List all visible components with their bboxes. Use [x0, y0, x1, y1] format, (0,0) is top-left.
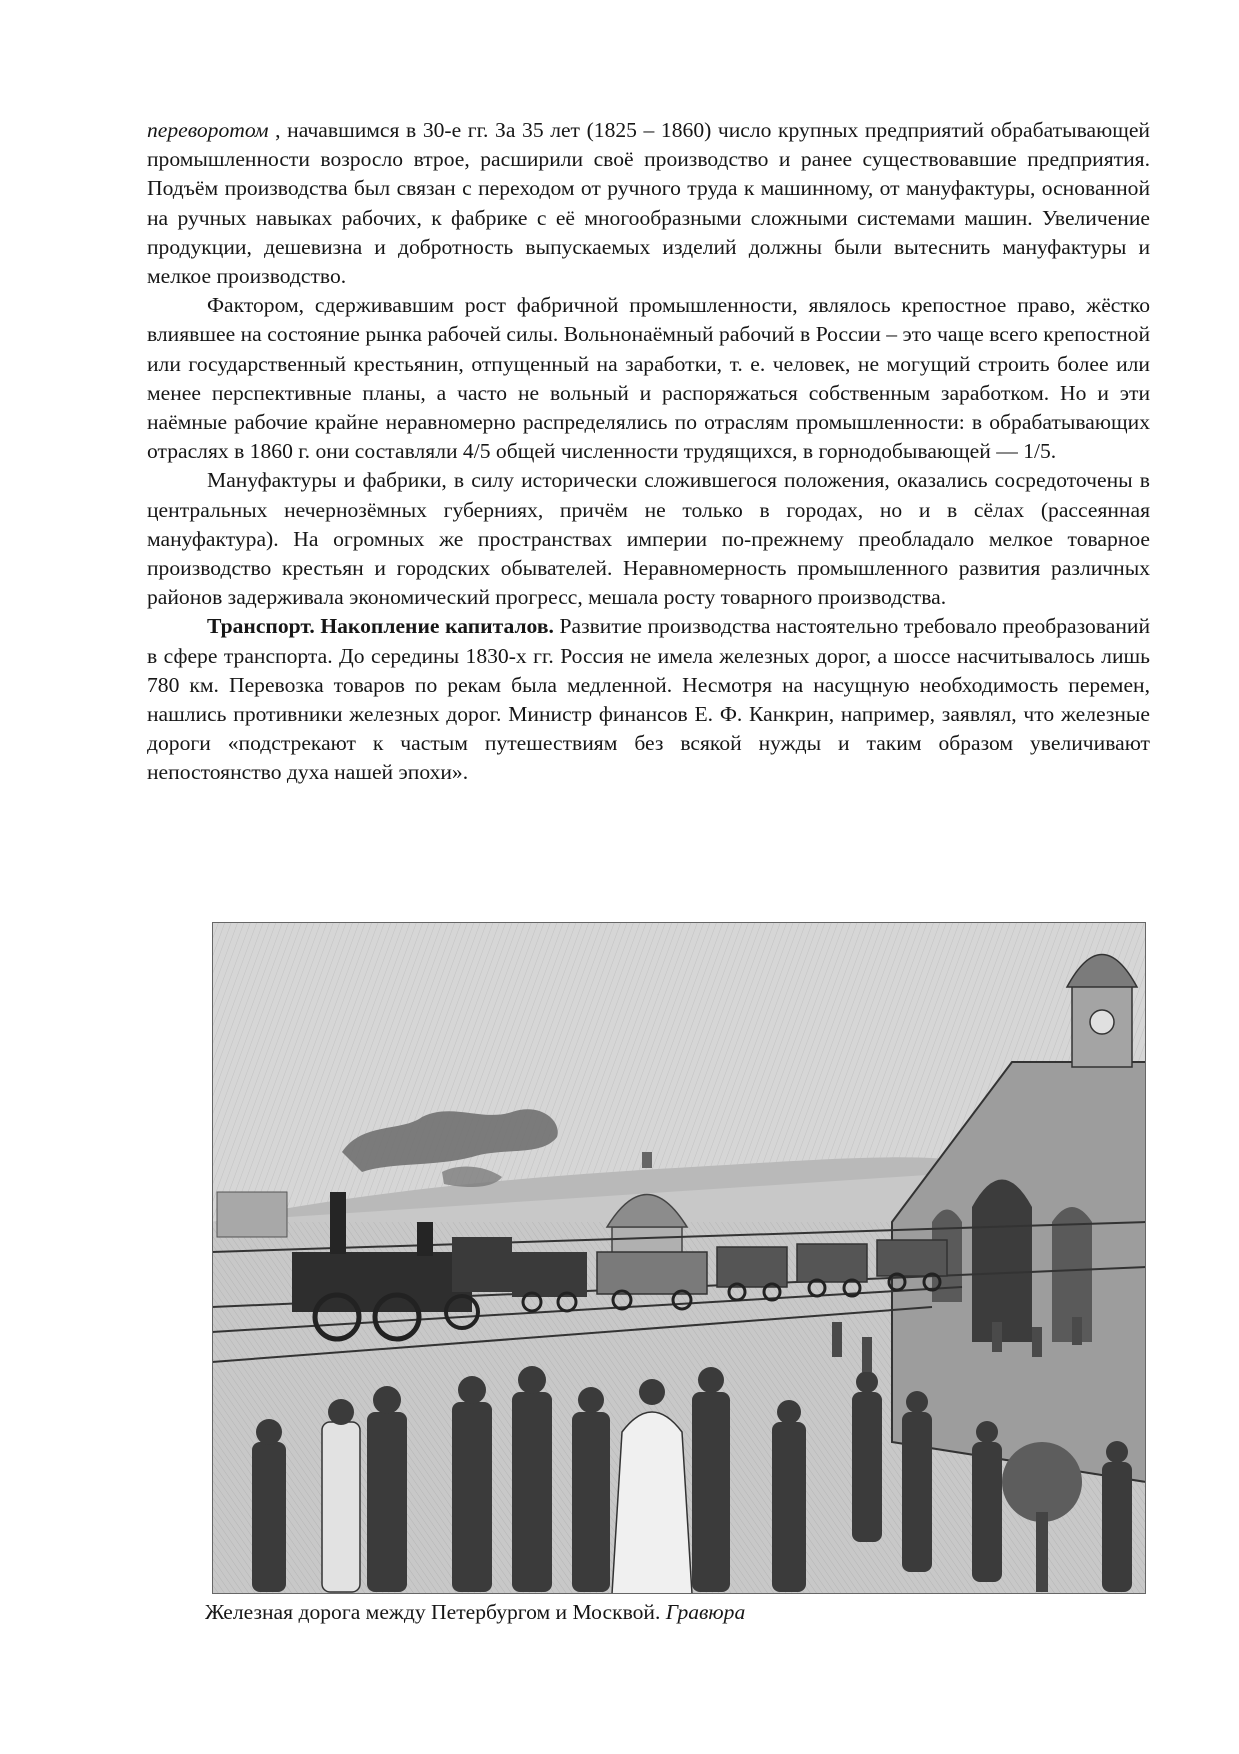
paragraph-3-text: Мануфактуры и фабрики, в силу исторически сложившегося положения, оказались сосредоточены в центральных нечернозёмных губерниях, причём не только в городах, но и в сёлах (рассеянная мануфактура). На огромных же пространствах империи по-прежнему преобладало мелкое товарное производство крестьян и городских обывателей. Неравномерность промышленного развития различных районов задерживала экономический прогресс, мешала росту товарного производства.	[147, 468, 1150, 610]
italic-lead-term: переворотом	[147, 118, 269, 142]
paragraph-1	[147, 116, 1150, 291]
engraving-illustration	[212, 922, 1146, 1594]
paragraph-2-text: Фактором, сдерживавшим рост фабричной промышленности, являлось крепостное право, жёстко влиявшее на состояние рынка рабочей силы. Вольнонаёмный рабочий в России – это чаще всего крепостной или государственный крестьянин, отпущенный на заработки, т. е. человек, не могущий строить более или менее перспективные планы, а часто не вольный и распоряжаться собственным заработком. Но и эти наёмные рабочие крайне неравномерно распределялись по отраслям промышленности: в обрабатывающих отраслях в 1860 г. они составляли 4/5 общей численности трудящихся, в горнодобывающей — 1/5.	[147, 293, 1150, 464]
paragraph-4	[147, 612, 1150, 787]
railway-engraving-image	[212, 922, 1146, 1594]
body-text	[147, 116, 1150, 788]
caption-italic: Гравюра	[665, 1600, 746, 1624]
section-heading-inline: Транспорт. Накопление капиталов.	[207, 614, 554, 639]
caption-text: Железная дорога между Петербургом и Москвой.	[205, 1600, 666, 1624]
paragraph-4-text: Развитие производства настоятельно требовало преобразований в сфере транспорта. До середины 1830-х гг. Россия не имела железных дорог, а шоссе насчитывалось лишь 780 км. Перевозка товаров по рекам была медленной. Несмотря на насущную необходимость перемен, нашлись противники железных дорог. Министр финансов Е. Ф. Канкрин, например, заявлял, что железные дороги «подстрекают к частым путешествиям без всякой нужды и таким образом увеличивают непостоянство духа нашей эпохи».	[147, 614, 1150, 785]
paragraph-2	[147, 291, 1150, 466]
paragraph-1-text: , начавшимся в 30-е гг. За 35 лет (1825 – 1860) число крупных предприятий обрабатывающей промышленности возросло втрое, расширили своё производство и ранее существовавшие предприятия. Подъём производства был связан с переходом от ручного труда к машинному, от мануфактуры, основанной на ручных навыках рабочих, к фабрике с её многообразными сложными системами машин. Увеличение продукции, дешевизна и добротность выпускаемых изделий должны были вытеснить мануфактуры и мелкое производство.	[147, 118, 1150, 289]
paragraph-3	[147, 466, 1150, 612]
figure-caption	[205, 1598, 1145, 1626]
